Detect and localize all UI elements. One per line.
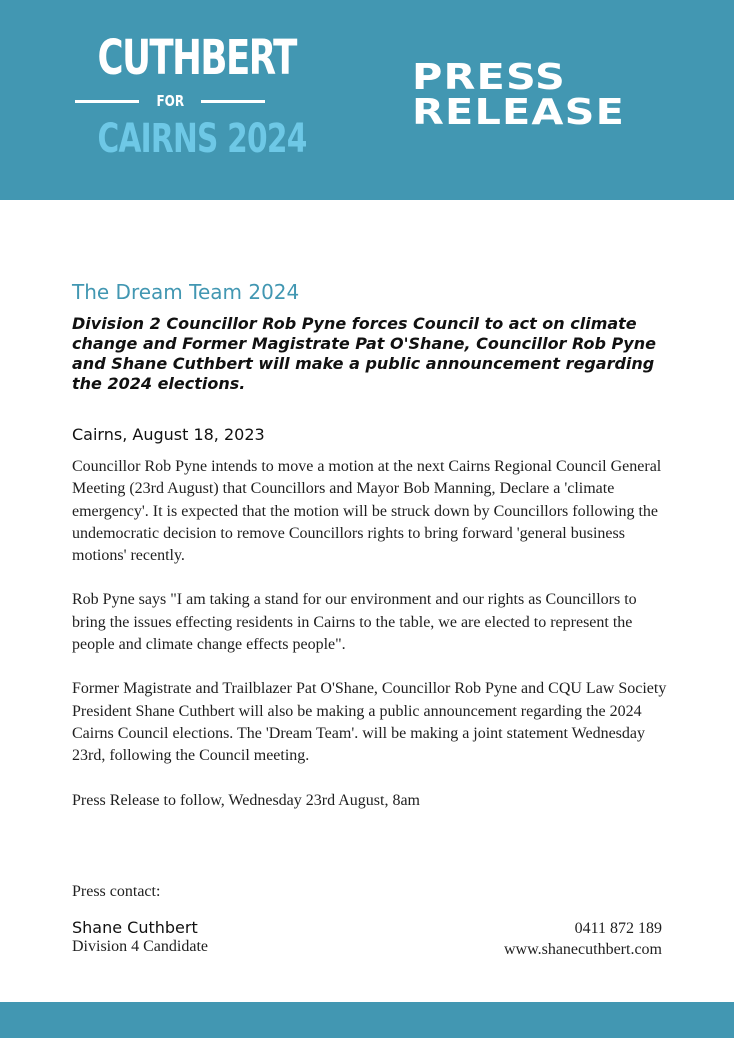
paragraph: Rob Pyne says "I am taking a stand for our environment and our rights as Councillors to bring the issues effecting residents in Cairns to the table, we are elected to represent the people and climate change effects people". (72, 591, 637, 654)
logo-for: FOR (156, 92, 184, 110)
press-contact-label: Press contact: (72, 883, 161, 900)
contact-role: Division 4 Candidate (72, 938, 208, 955)
release-word: RELEASE (412, 92, 626, 133)
press-release-heading (412, 57, 626, 133)
paragraph: Councillor Rob Pyne intends to move a motion at the next Cairns Regional Council General Meeting (23rd August) that Councillors and Mayor Bob Manning, Declare a 'climate emergency'. It is expected that the motion will be struck down by Councillors following the undemocratic decision to remove Councillors rights to bring forward 'general business motions' recently. (72, 458, 662, 565)
campaign-logo (72, 30, 307, 162)
header-banner (0, 0, 734, 200)
logo-divider-left (75, 100, 139, 103)
contact-website[interactable]: www.shanecuthbert.com (503, 941, 662, 958)
footer-bar (0, 1002, 734, 1038)
logo-city-year: CAIRNS 2024 (97, 116, 307, 162)
article-title: The Dream Team 2024 (72, 280, 300, 304)
paragraph: Press Release to follow, Wednesday 23rd August, 8am (72, 791, 420, 809)
logo-divider-right (201, 100, 265, 103)
contact-phone: 0411 872 189 (574, 920, 662, 937)
article-body (72, 456, 672, 834)
press-word: PRESS (412, 57, 567, 98)
contact-name: Shane Cuthbert (72, 918, 198, 937)
contact-details (504, 918, 662, 960)
article-subtitle: Division 2 Councillor Rob Pyne forces Council to act on climate change and Former Magistrate Pat O'Shane, Councillor Rob Pyne and Shane Cuthbert will make a public announcement regarding the 2024 elections. (72, 314, 656, 393)
logo-name: CUTHBERT (97, 30, 296, 86)
dateline: Cairns, August 18, 2023 (72, 425, 265, 444)
paragraph: Former Magistrate and Trailblazer Pat O'Shane, Councillor Rob Pyne and CQU Law Society President Shane Cuthbert will also be making a public announcement regarding the 2024 Cairns Council elections. The 'Dream Team'. will be making a joint statement Wednesday 23rd, following the Council meeting. (72, 680, 667, 765)
logo-for-row (72, 86, 268, 116)
